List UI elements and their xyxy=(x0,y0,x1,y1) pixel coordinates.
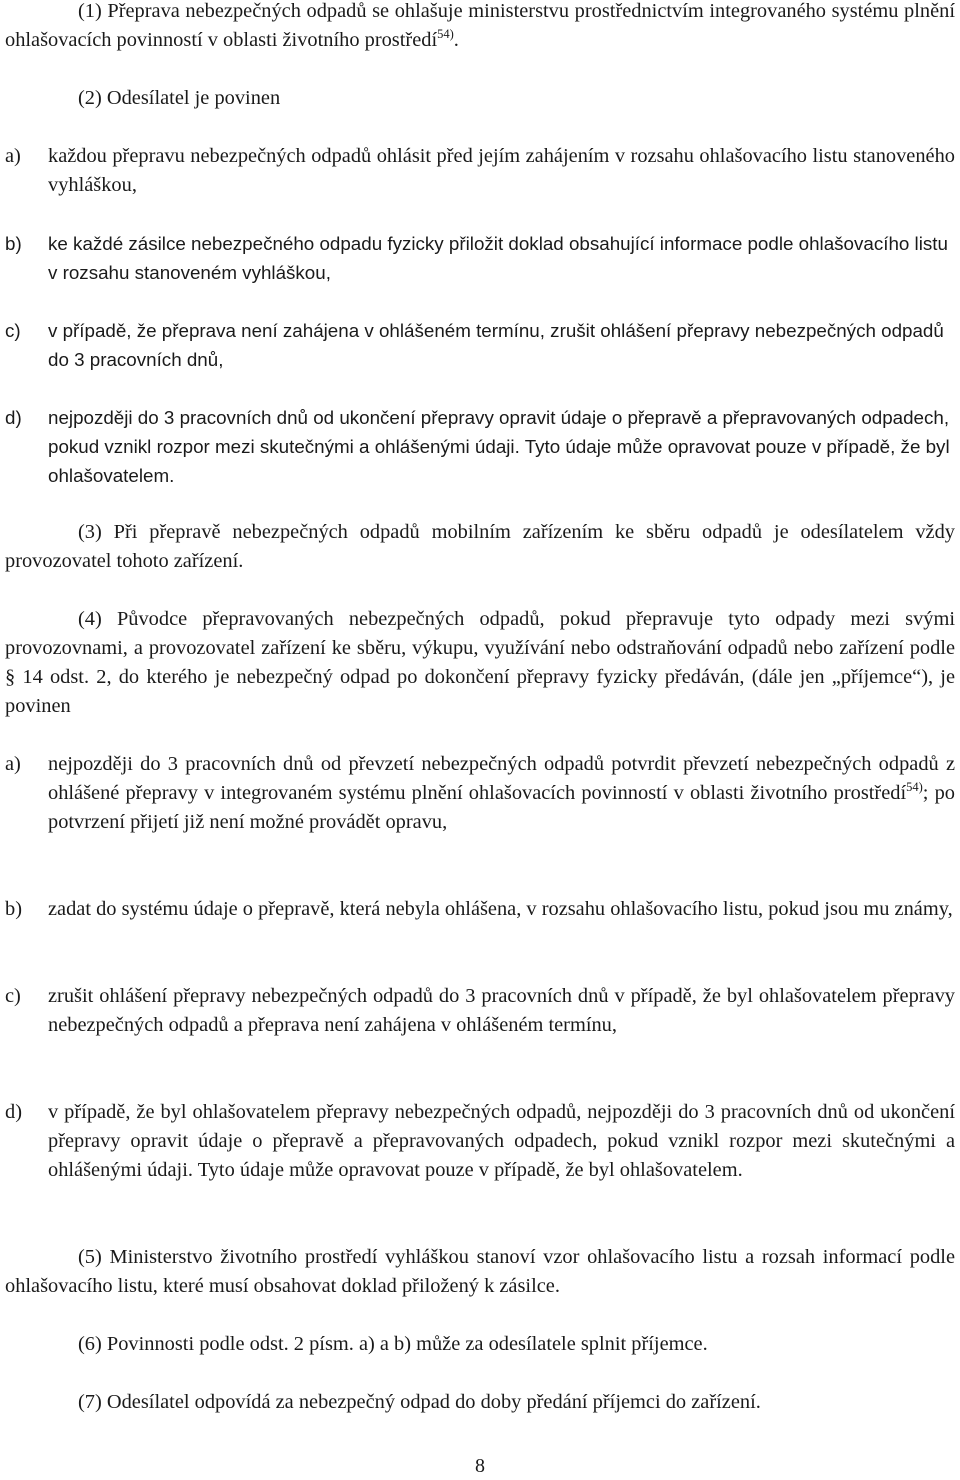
list-marker: c) xyxy=(5,985,21,1007)
paragraph-6: (6) Povinnosti podle odst. 2 písm. a) a b) může za odesílatele splnit příjemce. xyxy=(78,1333,708,1355)
paragraph-1 xyxy=(5,0,955,55)
paragraph-4-intro: (4) Původce přepravovaných nebezpečných odpadů, pokud přepravuje tyto odpady mezi svými provozovnami, a provozovatel zařízení ke sběru, výkupu, využívání nebo odstraňování odpadů nebo zařízení podle § 14 odst. 2, do kterého je nebezpečný odpad po dokončení přepravy fyzicky předáván, (dále jen „příjemce“), je povinen xyxy=(5,608,955,717)
list-marker: b) xyxy=(5,898,22,920)
list-item-text: v případě, že byl ohlašovatelem přepravy nebezpečných odpadů, nejpozději do 3 pracovních dnů od ukončení přepravy opravit údaje o přepravě a přepravovaných odpadech, pokud vznikl rozpor mezi skutečnými a ohlášenými údaji. Tyto údaje může opravovat pouze v případě, že byl ohlašovatelem. xyxy=(48,1101,955,1181)
list-item-2d xyxy=(5,403,955,490)
list-marker: a) xyxy=(5,145,21,167)
list-marker: a) xyxy=(5,753,21,775)
list-item-4b xyxy=(5,895,955,924)
paragraph-1-text: (1) Přeprava nebezpečných odpadů se ohlašuje ministerstvu prostřednictvím integrovaného systému plnění ohlašovacích povinností v oblasti životního prostředí xyxy=(5,0,955,51)
list-item-2c xyxy=(5,316,955,374)
footnote-ref: 54) xyxy=(906,780,923,794)
footnote-ref: 54) xyxy=(437,27,454,41)
page-number: 8 xyxy=(475,1455,485,1477)
paragraph-3: (3) Při přepravě nebezpečných odpadů mobilním zařízením ke sběru odpadů je odesílatelem vždy provozovatel tohoto zařízení. xyxy=(5,521,955,572)
list-item-2a xyxy=(5,142,955,200)
list-marker: d) xyxy=(5,1101,22,1123)
paragraph-2-intro: (2) Odesílatel je povinen xyxy=(78,87,281,109)
list-item-text: v případě, že přeprava není zahájena v ohlášeném termínu, zrušit ohlášení přepravy nebezpečných odpadů do 3 pracovních dnů, xyxy=(48,320,944,370)
list-item-text: nejpozději do 3 pracovních dnů od převzetí nebezpečných odpadů potvrdit převzetí nebezpečných odpadů z ohlášené přepravy v integrovaném systému plnění ohlašovacích povinností v oblasti životního prostředí xyxy=(48,753,955,804)
paragraph-5: (5) Ministerstvo životního prostředí vyhláškou stanoví vzor ohlašovacího listu a rozsah informací podle ohlašovacího listu, které musí obsahovat doklad přiložený k zásilce. xyxy=(5,1246,955,1297)
list-marker: b) xyxy=(5,233,22,254)
list-item-text: zadat do systému údaje o přepravě, která nebyla ohlášena, v rozsahu ohlašovacího listu, pokud jsou mu známy, xyxy=(48,898,953,920)
paragraph-7: (7) Odesílatel odpovídá za nebezpečný odpad do doby předání příjemci do zařízení. xyxy=(78,1391,761,1413)
list-item-text: zrušit ohlášení přepravy nebezpečných odpadů do 3 pracovních dnů v případě, že byl ohlašovatelem přepravy nebezpečných odpadů a přeprava není zahájena v ohlášeném termínu, xyxy=(48,985,955,1036)
list-item-text: ke každé zásilce nebezpečného odpadu fyzicky přiložit doklad obsahující informace podle ohlašovacího listu v rozsahu stanoveném vyhláškou, xyxy=(48,233,948,283)
list-item-text: nejpozději do 3 pracovních dnů od ukončení přepravy opravit údaje o přepravě a přepravovaných odpadech, pokud vznikl rozpor mezi skutečnými a ohlášenými údaji. Tyto údaje může opravovat pouze v případě, že byl ohlašovatelem. xyxy=(48,407,950,486)
list-marker: c) xyxy=(5,320,21,341)
list-item-4a xyxy=(5,750,955,837)
list-item-text: každou přepravu nebezpečných odpadů ohlásit před jejím zahájením v rozsahu ohlašovacího listu stanoveného vyhláškou, xyxy=(48,145,955,196)
list-item-4c xyxy=(5,982,955,1040)
list-item-tail: ; po potvrzení přijetí již není možné provádět opravu, xyxy=(48,782,955,833)
list-marker: d) xyxy=(5,407,22,428)
list-item-2b xyxy=(5,229,955,287)
list-item-4d xyxy=(5,1098,955,1185)
paragraph-1-tail: . xyxy=(453,29,459,51)
